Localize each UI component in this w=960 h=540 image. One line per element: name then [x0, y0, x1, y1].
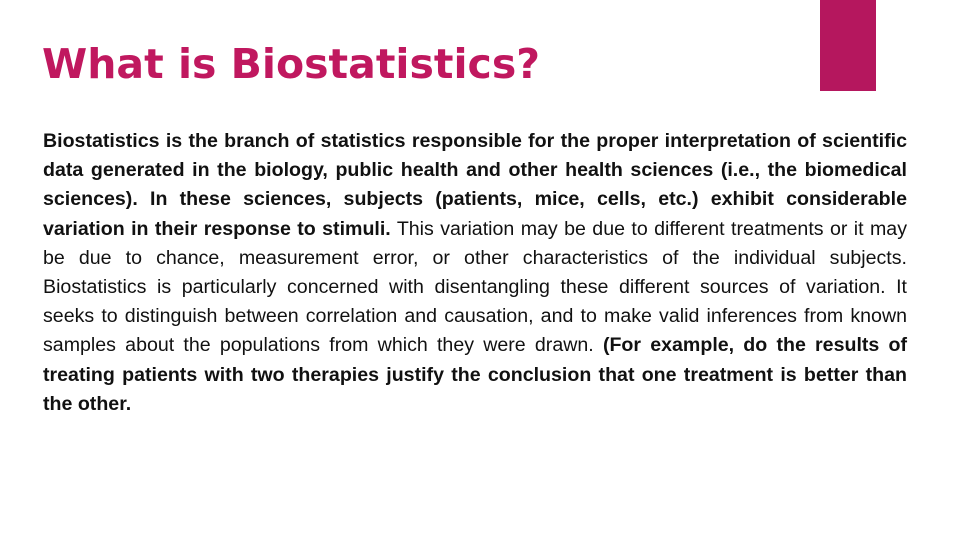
body-regular-text: This variation may be due to different treatments or it may be due to chance, measurement error, or other characteristics of the individual subjects. Biostatistics is particularly concerned with disentangling these different sources of variation. It seeks to distinguish between correlation and causation, and to make valid inferences from known samples about the populations from which they were drawn.: [43, 217, 908, 357]
body-bold-example: (For example, do the results of treating patients with two therapies justify the conclusion that one treatment is better than the other.: [43, 334, 908, 415]
body-paragraph: [43, 127, 907, 419]
accent-bar: [820, 0, 876, 91]
body-bold-intro: Biostatistics is the branch of statistics responsible for the proper interpretation of scientific data generated in the biology, public health and other health sciences (i.e., the biomedical sciences). In these sciences, subjects (patients, mice, cells, etc.) exhibit considerable variation in their response to stimuli.: [43, 130, 907, 240]
slide-title: What is Biostatistics?: [42, 40, 541, 88]
